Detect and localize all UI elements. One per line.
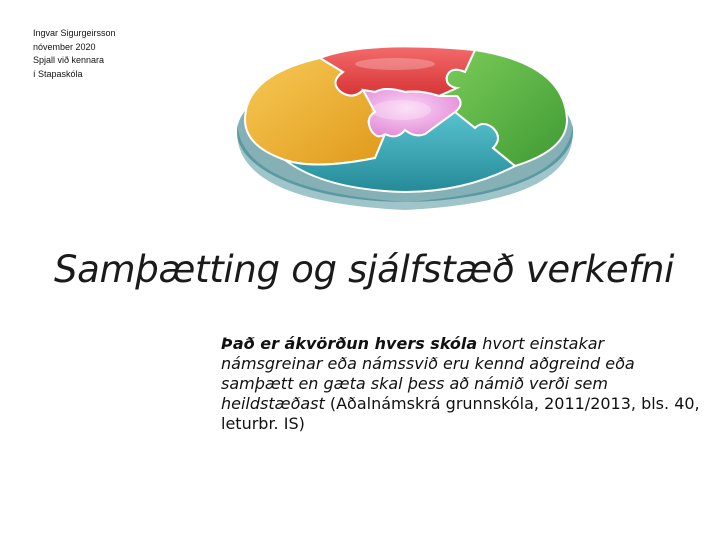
puzzle-ring-graphic xyxy=(225,20,585,210)
meta-event: Spjall við kennara xyxy=(33,55,105,65)
slide-title: Samþætting og sjálfstæð verkefni xyxy=(54,248,675,291)
slide-body-text xyxy=(221,334,701,434)
body-emphasis: Það er ákvörðun hvers skóla xyxy=(221,334,478,353)
meta-location: í Stapaskóla xyxy=(33,68,83,79)
body-citation: (Aðalnámskrá grunnskóla, 2011/2013, bls. 40, leturbr. IS) xyxy=(221,394,700,433)
author-meta xyxy=(33,27,116,81)
meta-author: Ingvar Sigurgeirsson xyxy=(33,28,116,38)
body-italic: hvort einstakar námsgreinar eða námssvið eru kennd aðgreind eða samþætt en gæta skal þess að námið verði sem heildstæðast xyxy=(221,334,635,413)
meta-date: nóvember 2020 xyxy=(33,41,96,52)
